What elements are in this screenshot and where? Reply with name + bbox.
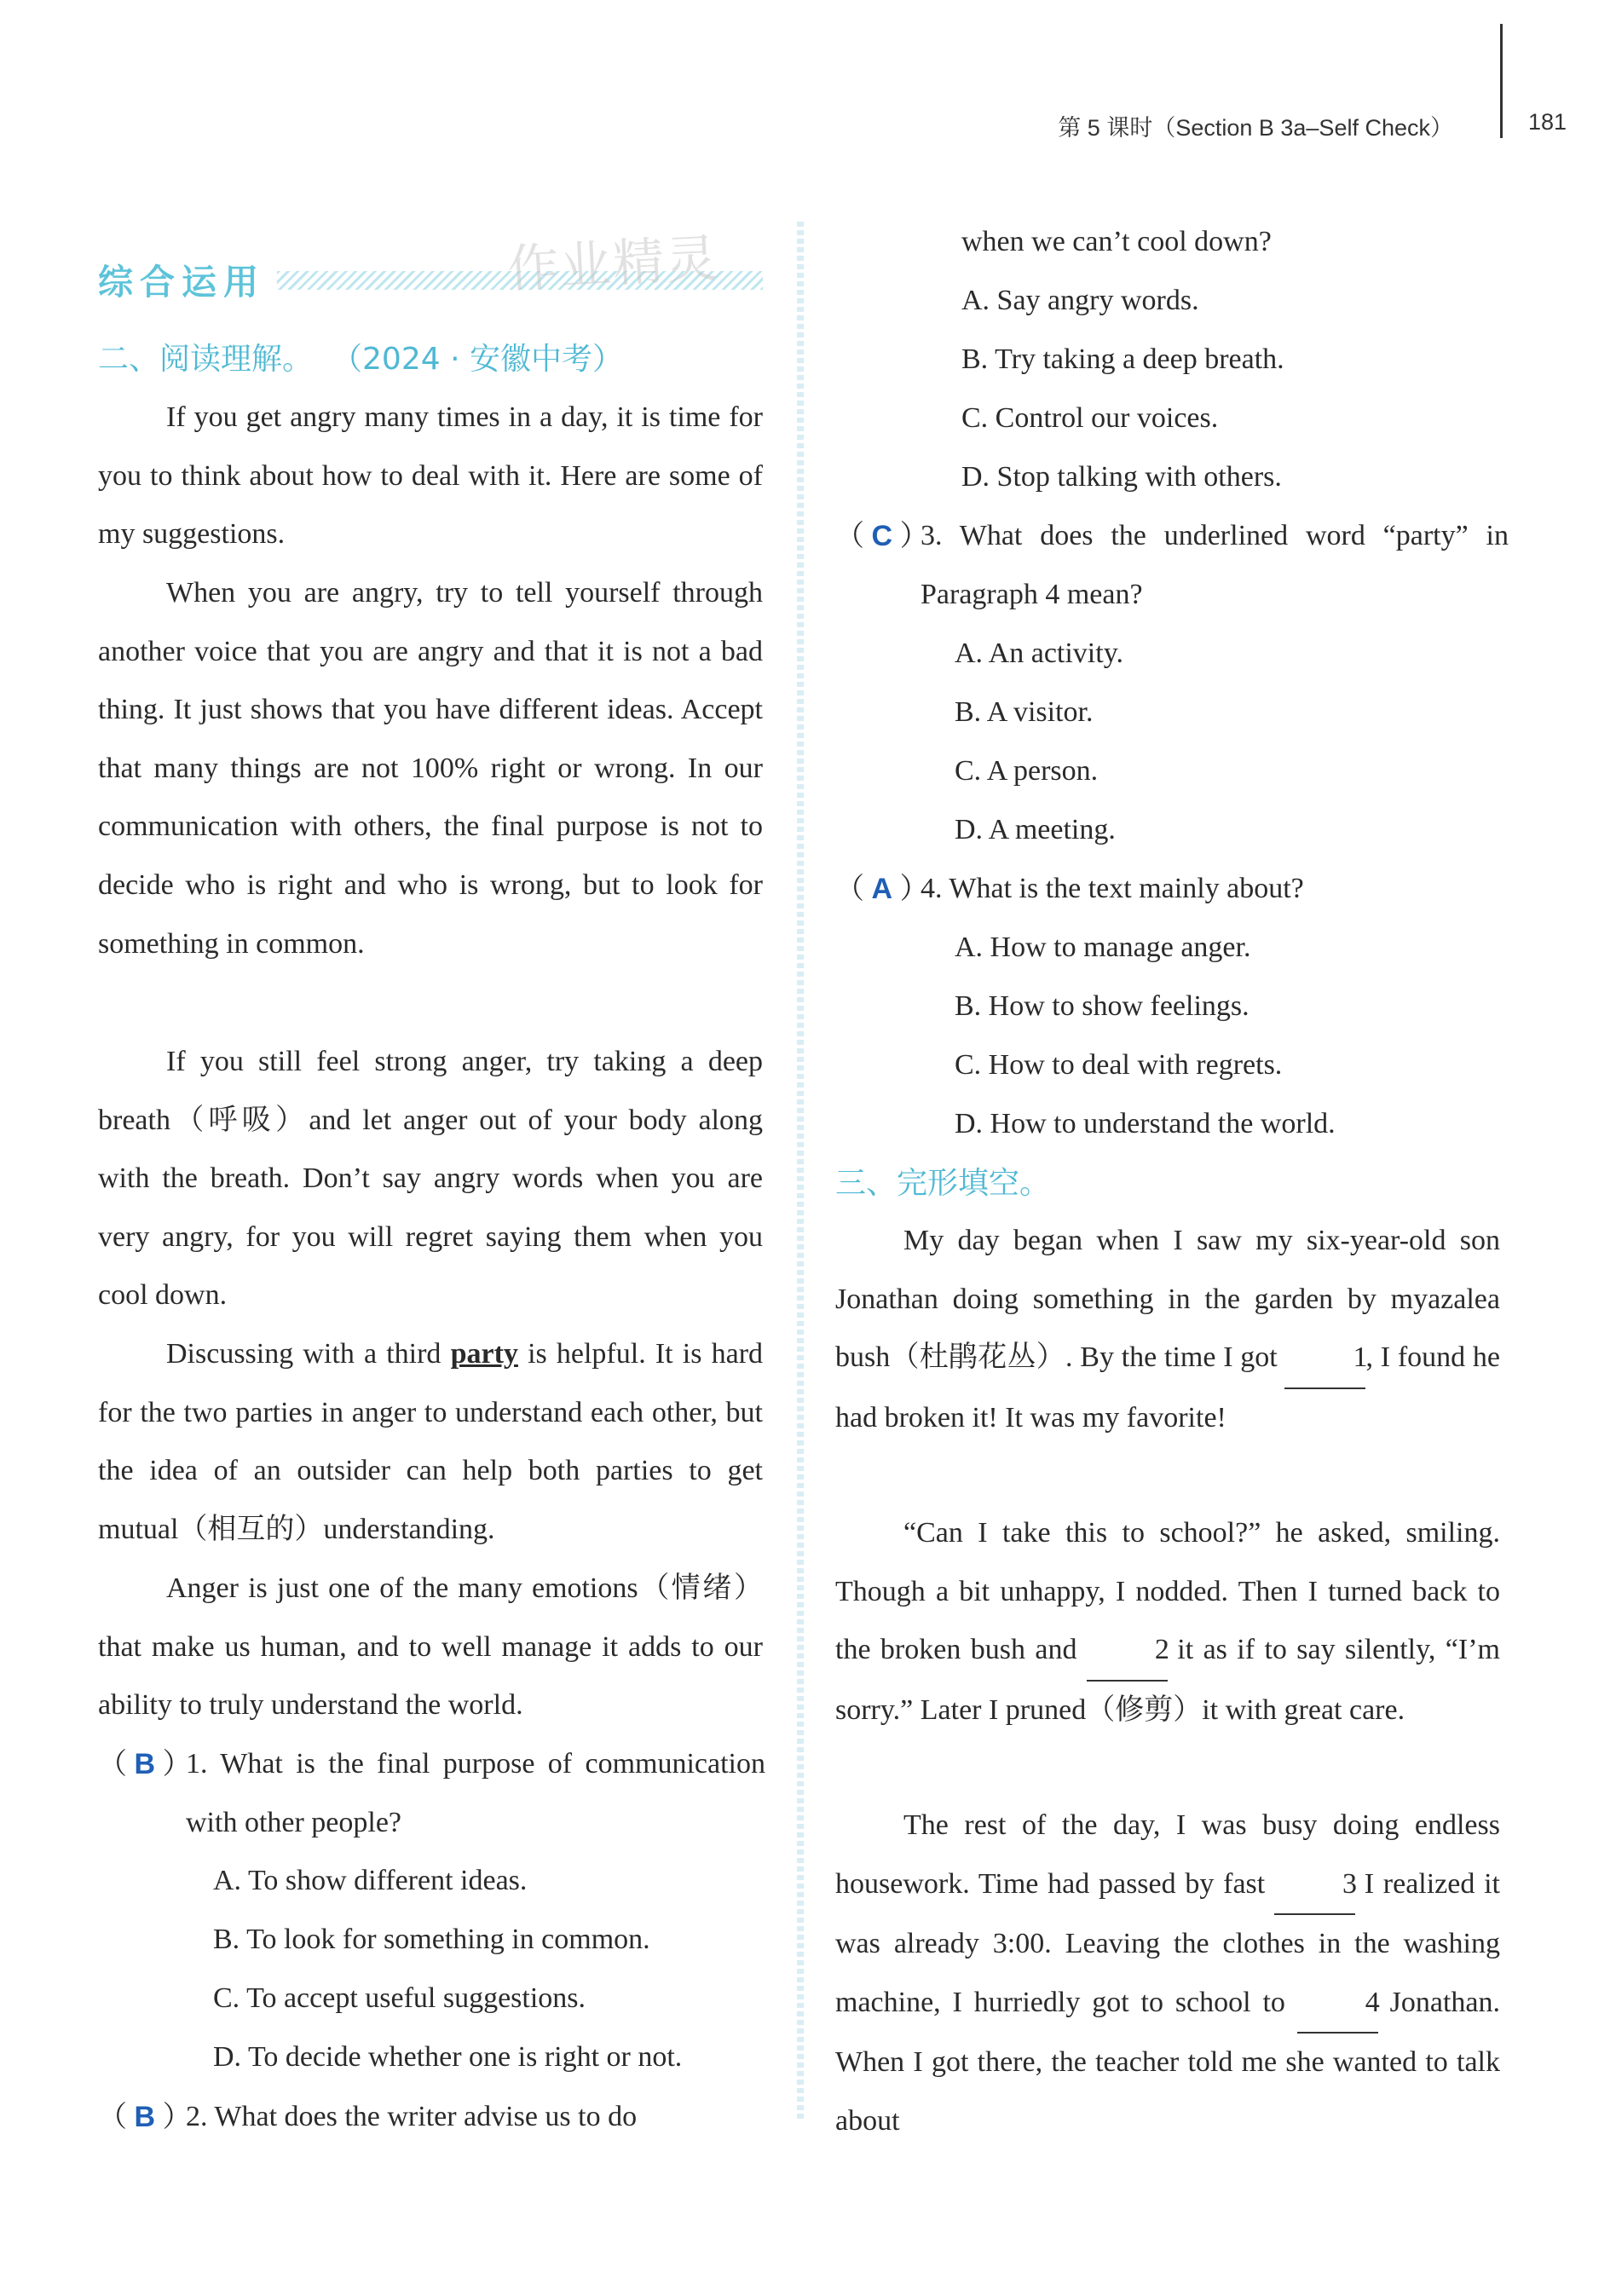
answer-q1: B [134,1748,156,1780]
para4-text-end: is helpful. It is hard for the two parties in anger to understand each other, but the idea of an outsider can help both parties to get mutual（相互的）understanding. [98,1338,764,1545]
section-title-label: 综合运用 [98,262,265,303]
question-2-stem-end: when we can’t cool down? [961,226,1272,257]
reading-source: （2024 · 安徽中考） [347,342,623,377]
underlined-word-party: party [450,1338,518,1370]
para4-text-start: Discussing with a third [166,1338,451,1370]
cloze-p2-end: it as if to say silently, “I’m sorry.” Later I pruned（修剪）it with great care. [835,1634,1500,1726]
q4-option-a: A. How to manage anger. [955,932,1251,963]
cloze-paragraph-1 [835,1212,1500,1447]
cloze-blank-3[interactable]: 3 [1274,1855,1355,1916]
cloze-p3-mid: I realized it was already 3:00. Leaving the clothes in the washing machine, I hurriedly got to school to [835,1867,1501,2018]
q2-option-a: A. Say angry words. [961,285,1199,316]
q1-option-b: B. To look for something in common. [213,1924,650,1955]
answer-bracket: （ B ） [98,2101,192,2133]
q1-option-d: D. To decide whether one is right or not. [213,2041,683,2073]
cloze-blank-1[interactable]: 1 [1284,1329,1365,1389]
cloze-p3-end: Jonathan. When I got there, the teacher told me she wanted to talk about [835,1986,1500,2137]
q4-option-d: D. How to understand the world. [955,1108,1336,1139]
q3-option-d: D. A meeting. [955,814,1116,845]
cloze-paragraph-3 [835,1797,1500,2151]
q2-option-d: D. Stop talking with others. [961,461,1282,493]
answer-bracket: （ C ） [835,520,929,552]
q1-option-c: C. To accept useful suggestions. [213,1982,586,2014]
cloze-blank-2[interactable]: 2 [1087,1621,1168,1682]
q2-option-b: B. Try taking a deep breath. [961,343,1284,375]
q3-option-a: A. An activity. [955,637,1123,669]
answer-bracket: （ A ） [835,873,929,905]
reading-paragraph-5: Anger is just one of the many emotions（情绪）that make us human, and to well manage it adds to our ability to truly understand the world. [98,1572,763,1722]
running-header: 第 5 课时（Section B 3a–Self Check） [1058,115,1453,141]
answer-q3: C [871,520,893,552]
q4-option-b: B. How to show feelings. [955,990,1250,1022]
cloze-p2-start: “Can I take this to school?” he asked, smiling. Though a bit unhappy, I nodded. Then I turned back to the broken bush and [835,1517,1500,1666]
q2-option-c: C. Control our voices. [961,402,1219,434]
watermark: 作业精灵 [505,228,720,300]
question-4-stem: 4. What is the text mainly about? [921,873,1304,904]
cloze-p3-start: The rest of the day, I was busy doing endless housework. Time had passed by fast [835,1809,1500,1900]
question-3 [835,507,929,567]
q3-option-b: B. A visitor. [955,696,1094,728]
question-4 [835,860,929,920]
q4-option-c: C. How to deal with regrets. [955,1049,1283,1081]
cloze-p1-start: My day began when I saw my six-year-old son Jonathan doing something in the garden by myazalea bush（杜鹃花丛）. By the time I got [835,1225,1500,1374]
page-number: 181 [1528,109,1567,135]
reading-heading [98,335,623,378]
reading-paragraph-4 [98,1325,763,1559]
cloze-p1-end: , I found he had broken it! It was my favorite! [835,1341,1500,1434]
q3-option-c: C. A person. [955,755,1099,787]
header-divider [1500,24,1503,138]
answer-q2: B [134,2101,156,2133]
question-2-stem-start: 2. What does the writer advise us to do [186,2101,638,2132]
reading-paragraph-1: If you get angry many times in a day, it is time for you to think about how to deal with it. Here are some of my suggestions. [98,401,763,551]
question-2 [98,2088,192,2148]
column-divider [797,222,804,2122]
cloze-blank-4[interactable]: 4 [1297,1974,1378,2034]
answer-bracket: （ B ） [98,1748,192,1780]
reading-paragraph-2: When you are angry, try to tell yourself through another voice that you are angry and that it is not a bad thing. It just shows that you have different ideas. Accept that many things are not 100% right or wrong. In our communication with others, the final purpose is not to decide who is right and who is wrong, but to look for something in common. [98,577,763,960]
answer-q4: A [871,873,893,905]
reading-heading-label: 二、阅读理解。 [98,342,314,377]
reading-paragraph-3: If you still feel strong anger, try taking a deep breath（呼吸）and let anger out of your body along with the breath. Don’t say angry words when you are very angry, for you will regret saying them when you cool down. [98,1046,763,1312]
cloze-heading: 三、完形填空。 [835,1166,1051,1201]
question-3-stem: 3. What does the underlined word “party” in Paragraph 4 mean? [921,520,1509,610]
question-1-stem: 1. What is the final purpose of communication with other people? [186,1748,765,1838]
q1-option-a: A. To show different ideas. [213,1865,528,1896]
cloze-paragraph-2 [835,1504,1500,1739]
